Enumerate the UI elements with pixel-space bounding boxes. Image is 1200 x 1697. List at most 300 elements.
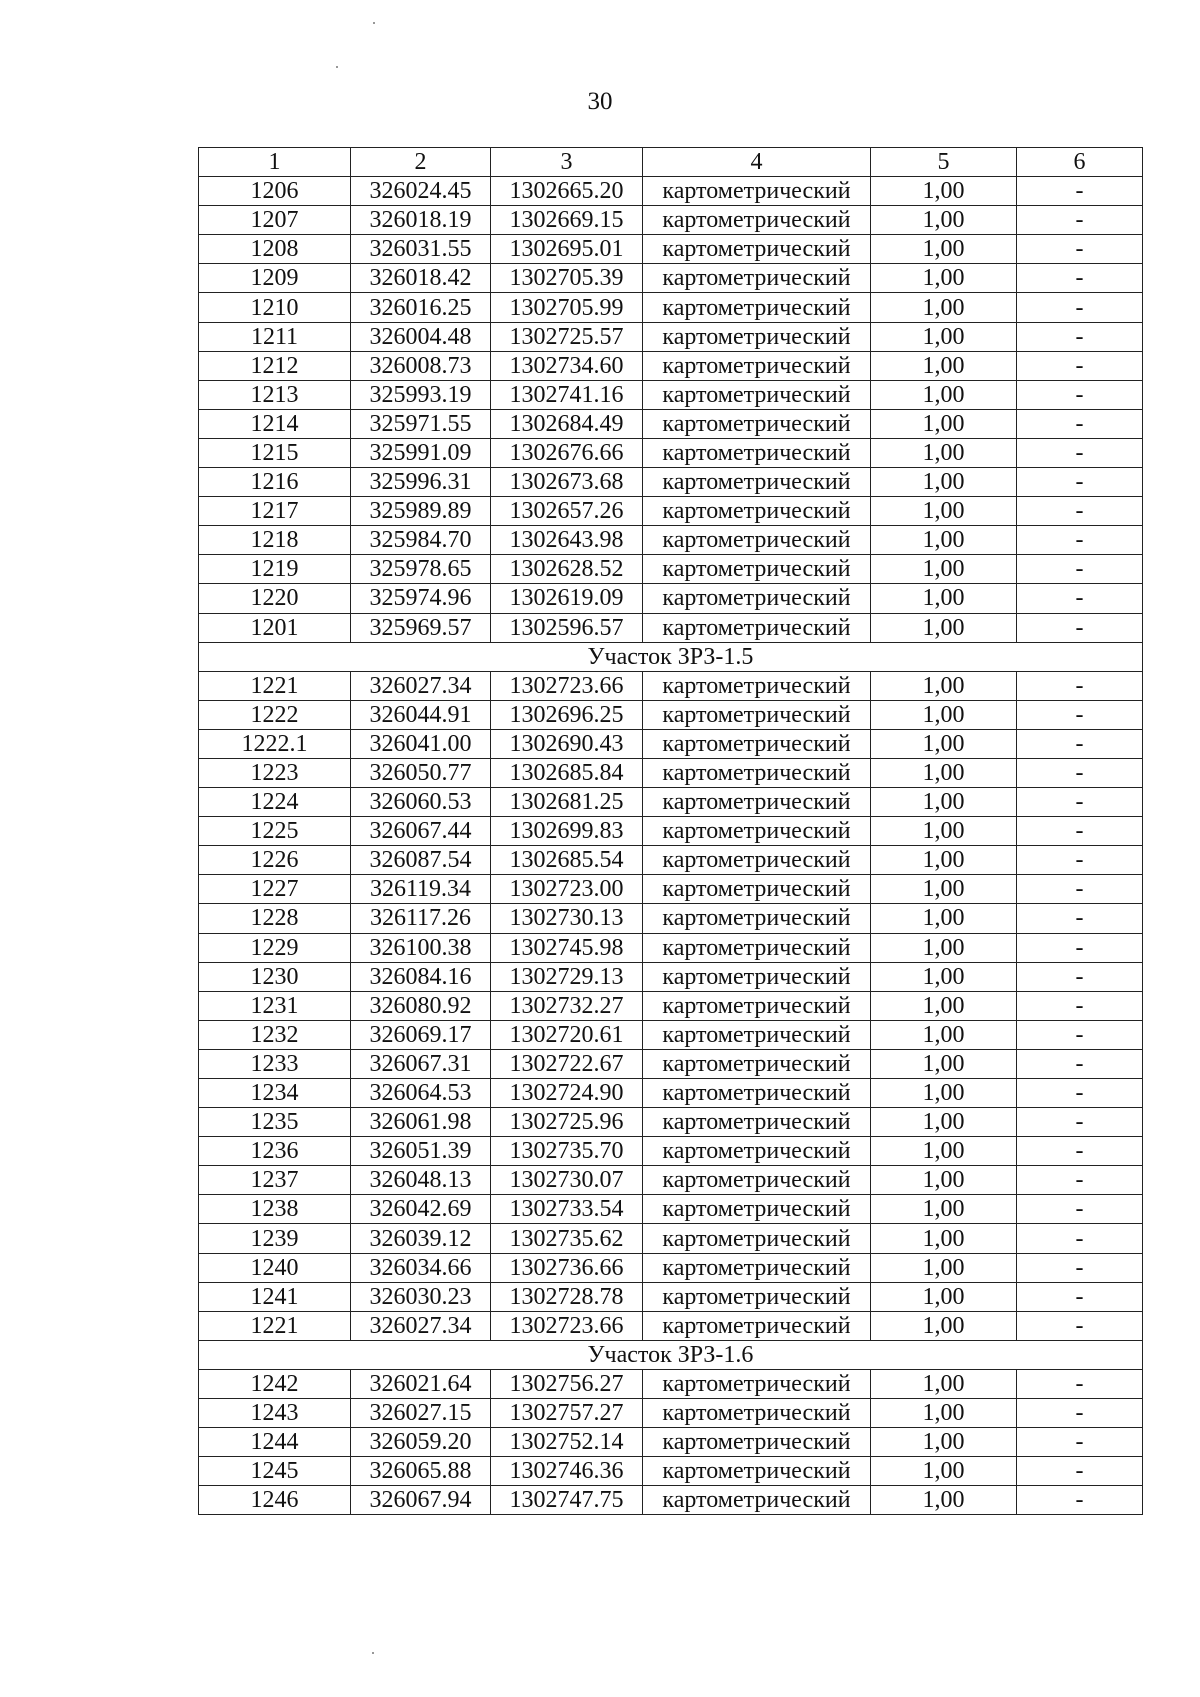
table-row — [199, 817, 1143, 846]
table-cell: 1239 — [199, 1224, 351, 1253]
table-cell: картометрический — [643, 206, 871, 235]
table-cell: картометрический — [643, 904, 871, 933]
table-cell: 1,00 — [871, 904, 1017, 933]
table-cell: - — [1017, 1399, 1143, 1428]
table-cell: 1229 — [199, 933, 351, 962]
table-cell: 1,00 — [871, 1224, 1017, 1253]
table-cell: - — [1017, 293, 1143, 322]
header-row — [199, 148, 1143, 177]
table-cell: 1218 — [199, 526, 351, 555]
table-cell: 1237 — [199, 1166, 351, 1195]
coordinates-table — [198, 147, 1143, 1515]
table-cell: 326087.54 — [351, 846, 491, 875]
table-cell: - — [1017, 846, 1143, 875]
table-cell: 1240 — [199, 1253, 351, 1282]
table-cell: 1,00 — [871, 962, 1017, 991]
table-cell: 1,00 — [871, 1399, 1017, 1428]
table-cell: 1302705.39 — [491, 264, 643, 293]
table-cell: - — [1017, 991, 1143, 1020]
page-number: 30 — [587, 88, 613, 115]
table-row — [199, 700, 1143, 729]
table-cell: - — [1017, 1195, 1143, 1224]
table-cell: 1234 — [199, 1079, 351, 1108]
table-row — [199, 351, 1143, 380]
table-cell: 1,00 — [871, 351, 1017, 380]
table-cell: 1302676.66 — [491, 438, 643, 467]
table-cell: 1242 — [199, 1369, 351, 1398]
table-cell: картометрический — [643, 846, 871, 875]
table-row — [199, 1137, 1143, 1166]
table-cell: 1302756.27 — [491, 1369, 643, 1398]
table-cell: 1,00 — [871, 438, 1017, 467]
table-cell: картометрический — [643, 613, 871, 642]
table-cell: 1302695.01 — [491, 235, 643, 264]
table-cell: 326018.42 — [351, 264, 491, 293]
table-cell: 326100.38 — [351, 933, 491, 962]
table-cell: 326060.53 — [351, 788, 491, 817]
table-cell: - — [1017, 1079, 1143, 1108]
table-cell: картометрический — [643, 351, 871, 380]
table-cell: 326067.94 — [351, 1486, 491, 1515]
table-cell: 1226 — [199, 846, 351, 875]
table-cell: - — [1017, 322, 1143, 351]
table-cell: 1,00 — [871, 468, 1017, 497]
table-cell: - — [1017, 1166, 1143, 1195]
table-cell: 326044.91 — [351, 700, 491, 729]
table-cell: 326041.00 — [351, 729, 491, 758]
table-cell: картометрический — [643, 1224, 871, 1253]
table-row — [199, 1457, 1143, 1486]
table-cell: картометрический — [643, 1108, 871, 1137]
table-cell: - — [1017, 962, 1143, 991]
table-cell: 326065.88 — [351, 1457, 491, 1486]
table-row — [199, 758, 1143, 787]
table-cell: - — [1017, 1369, 1143, 1398]
table-cell: 1302669.15 — [491, 206, 643, 235]
table-cell: 1,00 — [871, 584, 1017, 613]
table-cell: - — [1017, 1108, 1143, 1137]
table-cell: 326004.48 — [351, 322, 491, 351]
table-cell: 1,00 — [871, 817, 1017, 846]
scan-speck — [336, 66, 338, 68]
table-cell: - — [1017, 758, 1143, 787]
header-cell: 5 — [871, 148, 1017, 177]
table-cell: 1302673.68 — [491, 468, 643, 497]
table-cell: 1243 — [199, 1399, 351, 1428]
table-cell: 326024.45 — [351, 177, 491, 206]
table-cell: 326027.34 — [351, 1311, 491, 1340]
table-cell: 1,00 — [871, 788, 1017, 817]
table-row — [199, 1311, 1143, 1340]
table-row — [199, 438, 1143, 467]
header-cell: 1 — [199, 148, 351, 177]
table-cell: 1302725.96 — [491, 1108, 643, 1137]
table-row — [199, 235, 1143, 264]
table-row — [199, 1108, 1143, 1137]
table-cell: 326027.34 — [351, 671, 491, 700]
table-cell: 1219 — [199, 555, 351, 584]
table-row — [199, 409, 1143, 438]
table-cell: 326064.53 — [351, 1079, 491, 1108]
table-cell: 1221 — [199, 671, 351, 700]
table-cell: - — [1017, 351, 1143, 380]
table-cell: 1302681.25 — [491, 788, 643, 817]
header-cell: 2 — [351, 148, 491, 177]
table-cell: 1302643.98 — [491, 526, 643, 555]
table-cell: 1,00 — [871, 555, 1017, 584]
table-row — [199, 846, 1143, 875]
table-cell: 1244 — [199, 1428, 351, 1457]
table-cell: 1235 — [199, 1108, 351, 1137]
table-cell: 326027.15 — [351, 1399, 491, 1428]
table-row — [199, 933, 1143, 962]
table-cell: 1,00 — [871, 875, 1017, 904]
table-cell: 1302733.54 — [491, 1195, 643, 1224]
header-cell: 4 — [643, 148, 871, 177]
table-cell: картометрический — [643, 1253, 871, 1282]
table-cell: 326061.98 — [351, 1108, 491, 1137]
table-cell: 326050.77 — [351, 758, 491, 787]
table-cell: - — [1017, 817, 1143, 846]
section-title: Участок ЗРЗ-1.6 — [199, 1340, 1143, 1369]
table-cell: 1,00 — [871, 497, 1017, 526]
table-cell: 326067.44 — [351, 817, 491, 846]
table-cell: - — [1017, 409, 1143, 438]
table-cell: 1,00 — [871, 1253, 1017, 1282]
table-row — [199, 962, 1143, 991]
table-cell: картометрический — [643, 817, 871, 846]
table-cell: 325989.89 — [351, 497, 491, 526]
table-cell: - — [1017, 497, 1143, 526]
table-cell: 326080.92 — [351, 991, 491, 1020]
table-cell: - — [1017, 904, 1143, 933]
table-cell: - — [1017, 1224, 1143, 1253]
table-cell: картометрический — [643, 322, 871, 351]
table-cell: - — [1017, 438, 1143, 467]
table-cell: - — [1017, 700, 1143, 729]
table-cell: картометрический — [643, 1457, 871, 1486]
table-cell: картометрический — [643, 1369, 871, 1398]
table-cell: 1,00 — [871, 293, 1017, 322]
table-cell: 1,00 — [871, 177, 1017, 206]
table-cell: 1302745.98 — [491, 933, 643, 962]
table-cell: - — [1017, 380, 1143, 409]
table-cell: картометрический — [643, 468, 871, 497]
table-cell: - — [1017, 264, 1143, 293]
table-body — [199, 177, 1143, 1515]
section-row — [199, 642, 1143, 671]
table-cell: картометрический — [643, 380, 871, 409]
table-cell: - — [1017, 1049, 1143, 1078]
table-cell: 1212 — [199, 351, 351, 380]
table-cell: 1,00 — [871, 1166, 1017, 1195]
table-cell: 1302723.66 — [491, 1311, 643, 1340]
table-row — [199, 497, 1143, 526]
table-cell: 1,00 — [871, 1137, 1017, 1166]
table-cell: 1,00 — [871, 613, 1017, 642]
table-cell: картометрический — [643, 438, 871, 467]
table-cell: 325993.19 — [351, 380, 491, 409]
table-cell: 1302684.49 — [491, 409, 643, 438]
table-cell: 326016.25 — [351, 293, 491, 322]
table-cell: 326039.12 — [351, 1224, 491, 1253]
table-row — [199, 1166, 1143, 1195]
header-cell: 6 — [1017, 148, 1143, 177]
table-cell: 1302705.99 — [491, 293, 643, 322]
table-cell: картометрический — [643, 526, 871, 555]
scan-speck — [372, 1652, 374, 1654]
table-cell: 1236 — [199, 1137, 351, 1166]
table-cell: 326067.31 — [351, 1049, 491, 1078]
table-cell: картометрический — [643, 1049, 871, 1078]
table-cell: 1222.1 — [199, 729, 351, 758]
table-cell: картометрический — [643, 671, 871, 700]
table-cell: картометрический — [643, 962, 871, 991]
table-cell: 1302735.62 — [491, 1224, 643, 1253]
table-cell: 1302596.57 — [491, 613, 643, 642]
table-cell: 1,00 — [871, 933, 1017, 962]
table-cell: 1225 — [199, 817, 351, 846]
table-cell: 1302619.09 — [491, 584, 643, 613]
table-cell: 326042.69 — [351, 1195, 491, 1224]
table-cell: 326117.26 — [351, 904, 491, 933]
table-cell: - — [1017, 555, 1143, 584]
table-cell: - — [1017, 526, 1143, 555]
table-cell: - — [1017, 729, 1143, 758]
table-cell: 1208 — [199, 235, 351, 264]
table-row — [199, 264, 1143, 293]
table-cell: 1,00 — [871, 1486, 1017, 1515]
table-cell: картометрический — [643, 1282, 871, 1311]
table-cell: 326059.20 — [351, 1428, 491, 1457]
table-cell: - — [1017, 235, 1143, 264]
table-cell: 1228 — [199, 904, 351, 933]
table-cell: 1214 — [199, 409, 351, 438]
table-cell: 325969.57 — [351, 613, 491, 642]
table-cell: картометрический — [643, 729, 871, 758]
table-cell: - — [1017, 613, 1143, 642]
table-cell: картометрический — [643, 584, 871, 613]
table-cell: 1302723.00 — [491, 875, 643, 904]
table-cell: - — [1017, 1486, 1143, 1515]
table-cell: 326018.19 — [351, 206, 491, 235]
table-cell: 1,00 — [871, 1311, 1017, 1340]
table-cell: 325996.31 — [351, 468, 491, 497]
table-cell: 1201 — [199, 613, 351, 642]
table-cell: 326051.39 — [351, 1137, 491, 1166]
scan-speck — [373, 22, 375, 24]
table-cell: 1302729.13 — [491, 962, 643, 991]
table-row — [199, 584, 1143, 613]
table-cell: 1302696.25 — [491, 700, 643, 729]
table-cell: 1241 — [199, 1282, 351, 1311]
table-cell: 1206 — [199, 177, 351, 206]
header-cell: 3 — [491, 148, 643, 177]
table-cell: 1302747.75 — [491, 1486, 643, 1515]
table-cell: 326031.55 — [351, 235, 491, 264]
table-row — [199, 380, 1143, 409]
table-cell: картометрический — [643, 933, 871, 962]
table-cell: 1302725.57 — [491, 322, 643, 351]
table-cell: картометрический — [643, 555, 871, 584]
table-row — [199, 1399, 1143, 1428]
table-cell: 1213 — [199, 380, 351, 409]
table-cell: 1,00 — [871, 1020, 1017, 1049]
table-cell: 1,00 — [871, 380, 1017, 409]
table-cell: 1302723.66 — [491, 671, 643, 700]
table-cell: 1231 — [199, 991, 351, 1020]
table-cell: 1223 — [199, 758, 351, 787]
section-title: Участок ЗРЗ-1.5 — [199, 642, 1143, 671]
table-cell: 1302720.61 — [491, 1020, 643, 1049]
table-cell: - — [1017, 1020, 1143, 1049]
table-cell: 326048.13 — [351, 1166, 491, 1195]
table-cell: - — [1017, 584, 1143, 613]
table-cell: картометрический — [643, 1079, 871, 1108]
table-cell: 1,00 — [871, 1369, 1017, 1398]
table-cell: 1302657.26 — [491, 497, 643, 526]
table-cell: 1211 — [199, 322, 351, 351]
table-row — [199, 1195, 1143, 1224]
table-cell: 326034.66 — [351, 1253, 491, 1282]
table-cell: 1302685.84 — [491, 758, 643, 787]
table-cell: - — [1017, 1253, 1143, 1282]
table-row — [199, 1079, 1143, 1108]
table-cell: - — [1017, 206, 1143, 235]
table-cell: картометрический — [643, 758, 871, 787]
table-row — [199, 1049, 1143, 1078]
table-cell: 326069.17 — [351, 1020, 491, 1049]
table-cell: 1215 — [199, 438, 351, 467]
table-row — [199, 1428, 1143, 1457]
table-cell: картометрический — [643, 235, 871, 264]
table-row — [199, 671, 1143, 700]
table-cell: - — [1017, 788, 1143, 817]
table-row — [199, 555, 1143, 584]
table-cell: - — [1017, 933, 1143, 962]
table-cell: 1302724.90 — [491, 1079, 643, 1108]
table-cell: 1302741.16 — [491, 380, 643, 409]
table-row — [199, 875, 1143, 904]
table-cell: 1230 — [199, 962, 351, 991]
table-cell: 1,00 — [871, 322, 1017, 351]
table-cell: 1217 — [199, 497, 351, 526]
table-cell: 326030.23 — [351, 1282, 491, 1311]
table-cell: - — [1017, 1457, 1143, 1486]
table-row — [199, 526, 1143, 555]
table-cell: 1,00 — [871, 700, 1017, 729]
table-cell: 325971.55 — [351, 409, 491, 438]
table-cell: 1222 — [199, 700, 351, 729]
table-cell: 1,00 — [871, 264, 1017, 293]
table-row — [199, 468, 1143, 497]
table-cell: картометрический — [643, 1166, 871, 1195]
table-cell: 1302732.27 — [491, 991, 643, 1020]
table-row — [199, 1282, 1143, 1311]
table-cell: картометрический — [643, 1195, 871, 1224]
table-cell: картометрический — [643, 875, 871, 904]
table-cell: 1,00 — [871, 729, 1017, 758]
table-cell: 1302628.52 — [491, 555, 643, 584]
table-cell: 1221 — [199, 1311, 351, 1340]
table-cell: 1,00 — [871, 526, 1017, 555]
table-cell: - — [1017, 177, 1143, 206]
table-cell: 325978.65 — [351, 555, 491, 584]
table-row — [199, 177, 1143, 206]
table-cell: 1,00 — [871, 758, 1017, 787]
table-cell: 1,00 — [871, 206, 1017, 235]
table-row — [199, 322, 1143, 351]
table-cell: 1302665.20 — [491, 177, 643, 206]
table-cell: картометрический — [643, 1020, 871, 1049]
table-cell: 326119.34 — [351, 875, 491, 904]
table-cell: картометрический — [643, 409, 871, 438]
table-cell: 1233 — [199, 1049, 351, 1078]
table-cell: 1302752.14 — [491, 1428, 643, 1457]
table-cell: 1245 — [199, 1457, 351, 1486]
table-cell: 1,00 — [871, 1282, 1017, 1311]
table-cell: - — [1017, 468, 1143, 497]
table-cell: 1302730.13 — [491, 904, 643, 933]
table-cell: 1246 — [199, 1486, 351, 1515]
section-row — [199, 1340, 1143, 1369]
table-cell: картометрический — [643, 788, 871, 817]
table-cell: 325984.70 — [351, 526, 491, 555]
table-cell: картометрический — [643, 1311, 871, 1340]
table-cell: картометрический — [643, 293, 871, 322]
table-cell: 1,00 — [871, 1049, 1017, 1078]
table-cell: 1,00 — [871, 1457, 1017, 1486]
table-cell: 1,00 — [871, 409, 1017, 438]
table-cell: 1,00 — [871, 1195, 1017, 1224]
table-cell: 1302757.27 — [491, 1399, 643, 1428]
table-cell: 1302685.54 — [491, 846, 643, 875]
table-cell: 1302722.67 — [491, 1049, 643, 1078]
table-row — [199, 788, 1143, 817]
table-cell: - — [1017, 1311, 1143, 1340]
table-cell: 1227 — [199, 875, 351, 904]
table-row — [199, 1253, 1143, 1282]
table-row — [199, 293, 1143, 322]
table-row — [199, 1020, 1143, 1049]
table-cell: 1302730.07 — [491, 1166, 643, 1195]
table-cell: 1302735.70 — [491, 1137, 643, 1166]
table-cell: 1302699.83 — [491, 817, 643, 846]
table-cell: 1,00 — [871, 991, 1017, 1020]
table-cell: 1207 — [199, 206, 351, 235]
table-cell: картометрический — [643, 264, 871, 293]
table-cell: картометрический — [643, 1137, 871, 1166]
table-cell: 1,00 — [871, 671, 1017, 700]
table-row — [199, 991, 1143, 1020]
table-cell: 1238 — [199, 1195, 351, 1224]
table-cell: 1302728.78 — [491, 1282, 643, 1311]
table-cell: картометрический — [643, 1399, 871, 1428]
table-header — [199, 148, 1143, 177]
table-cell: 325991.09 — [351, 438, 491, 467]
table-row — [199, 1369, 1143, 1398]
table-cell: 1,00 — [871, 1428, 1017, 1457]
table-cell: - — [1017, 671, 1143, 700]
table-cell: картометрический — [643, 177, 871, 206]
table-cell: картометрический — [643, 991, 871, 1020]
table-row — [199, 206, 1143, 235]
table-cell: 1,00 — [871, 1108, 1017, 1137]
table-cell: 1302746.36 — [491, 1457, 643, 1486]
table-cell: - — [1017, 1137, 1143, 1166]
table-cell: 1,00 — [871, 1079, 1017, 1108]
table-cell: 326008.73 — [351, 351, 491, 380]
